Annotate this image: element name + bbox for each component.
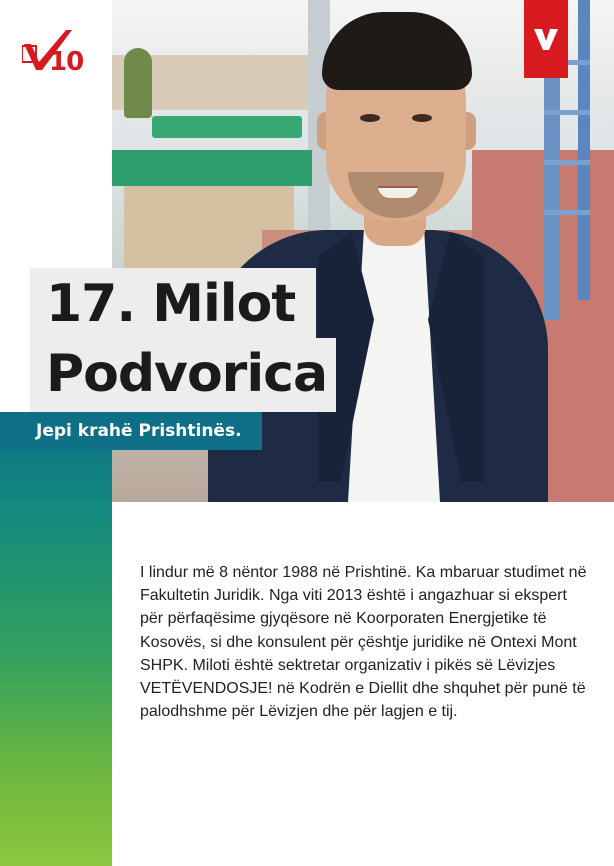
candidate-name-first: 17. Milot [46, 274, 296, 334]
smile [378, 186, 418, 198]
party-v-icon [533, 26, 559, 52]
eye-left [360, 114, 380, 122]
candidate-number: 10 [49, 47, 84, 77]
party-logo [524, 0, 568, 78]
candidate-name-last: Podvorica [46, 344, 328, 404]
gradient-side-strip [0, 412, 112, 866]
candidate-number-logo [22, 26, 92, 80]
slogan-bar [0, 412, 262, 450]
slogan-text: Jepi krahë Prishtinës. [36, 421, 242, 441]
candidate-bio: I lindur më 8 nëntor 1988 në Prishtinë. Ka mbaruar studimet në Fakultetin Juridik. Nga viti 2013 është i angazhuar si ekspert për përfaqësime gjyqësore në Koorporaten Energjetike të Kosovës, si dhe konsulent për çështje juridike në Ontexi Mont SHPK. Miloti është sektretar organizativ i pikës së Lëvizjes VETËVENDOSJE! në Kodrën e Diellit dhe shquhet për punë të palodhshme për Lëvizjen dhe për lagjen e tij. [140, 564, 587, 721]
name-plate-line2 [30, 338, 336, 412]
eye-right [412, 114, 432, 122]
name-plate-line1 [30, 268, 316, 338]
hair [322, 12, 472, 90]
